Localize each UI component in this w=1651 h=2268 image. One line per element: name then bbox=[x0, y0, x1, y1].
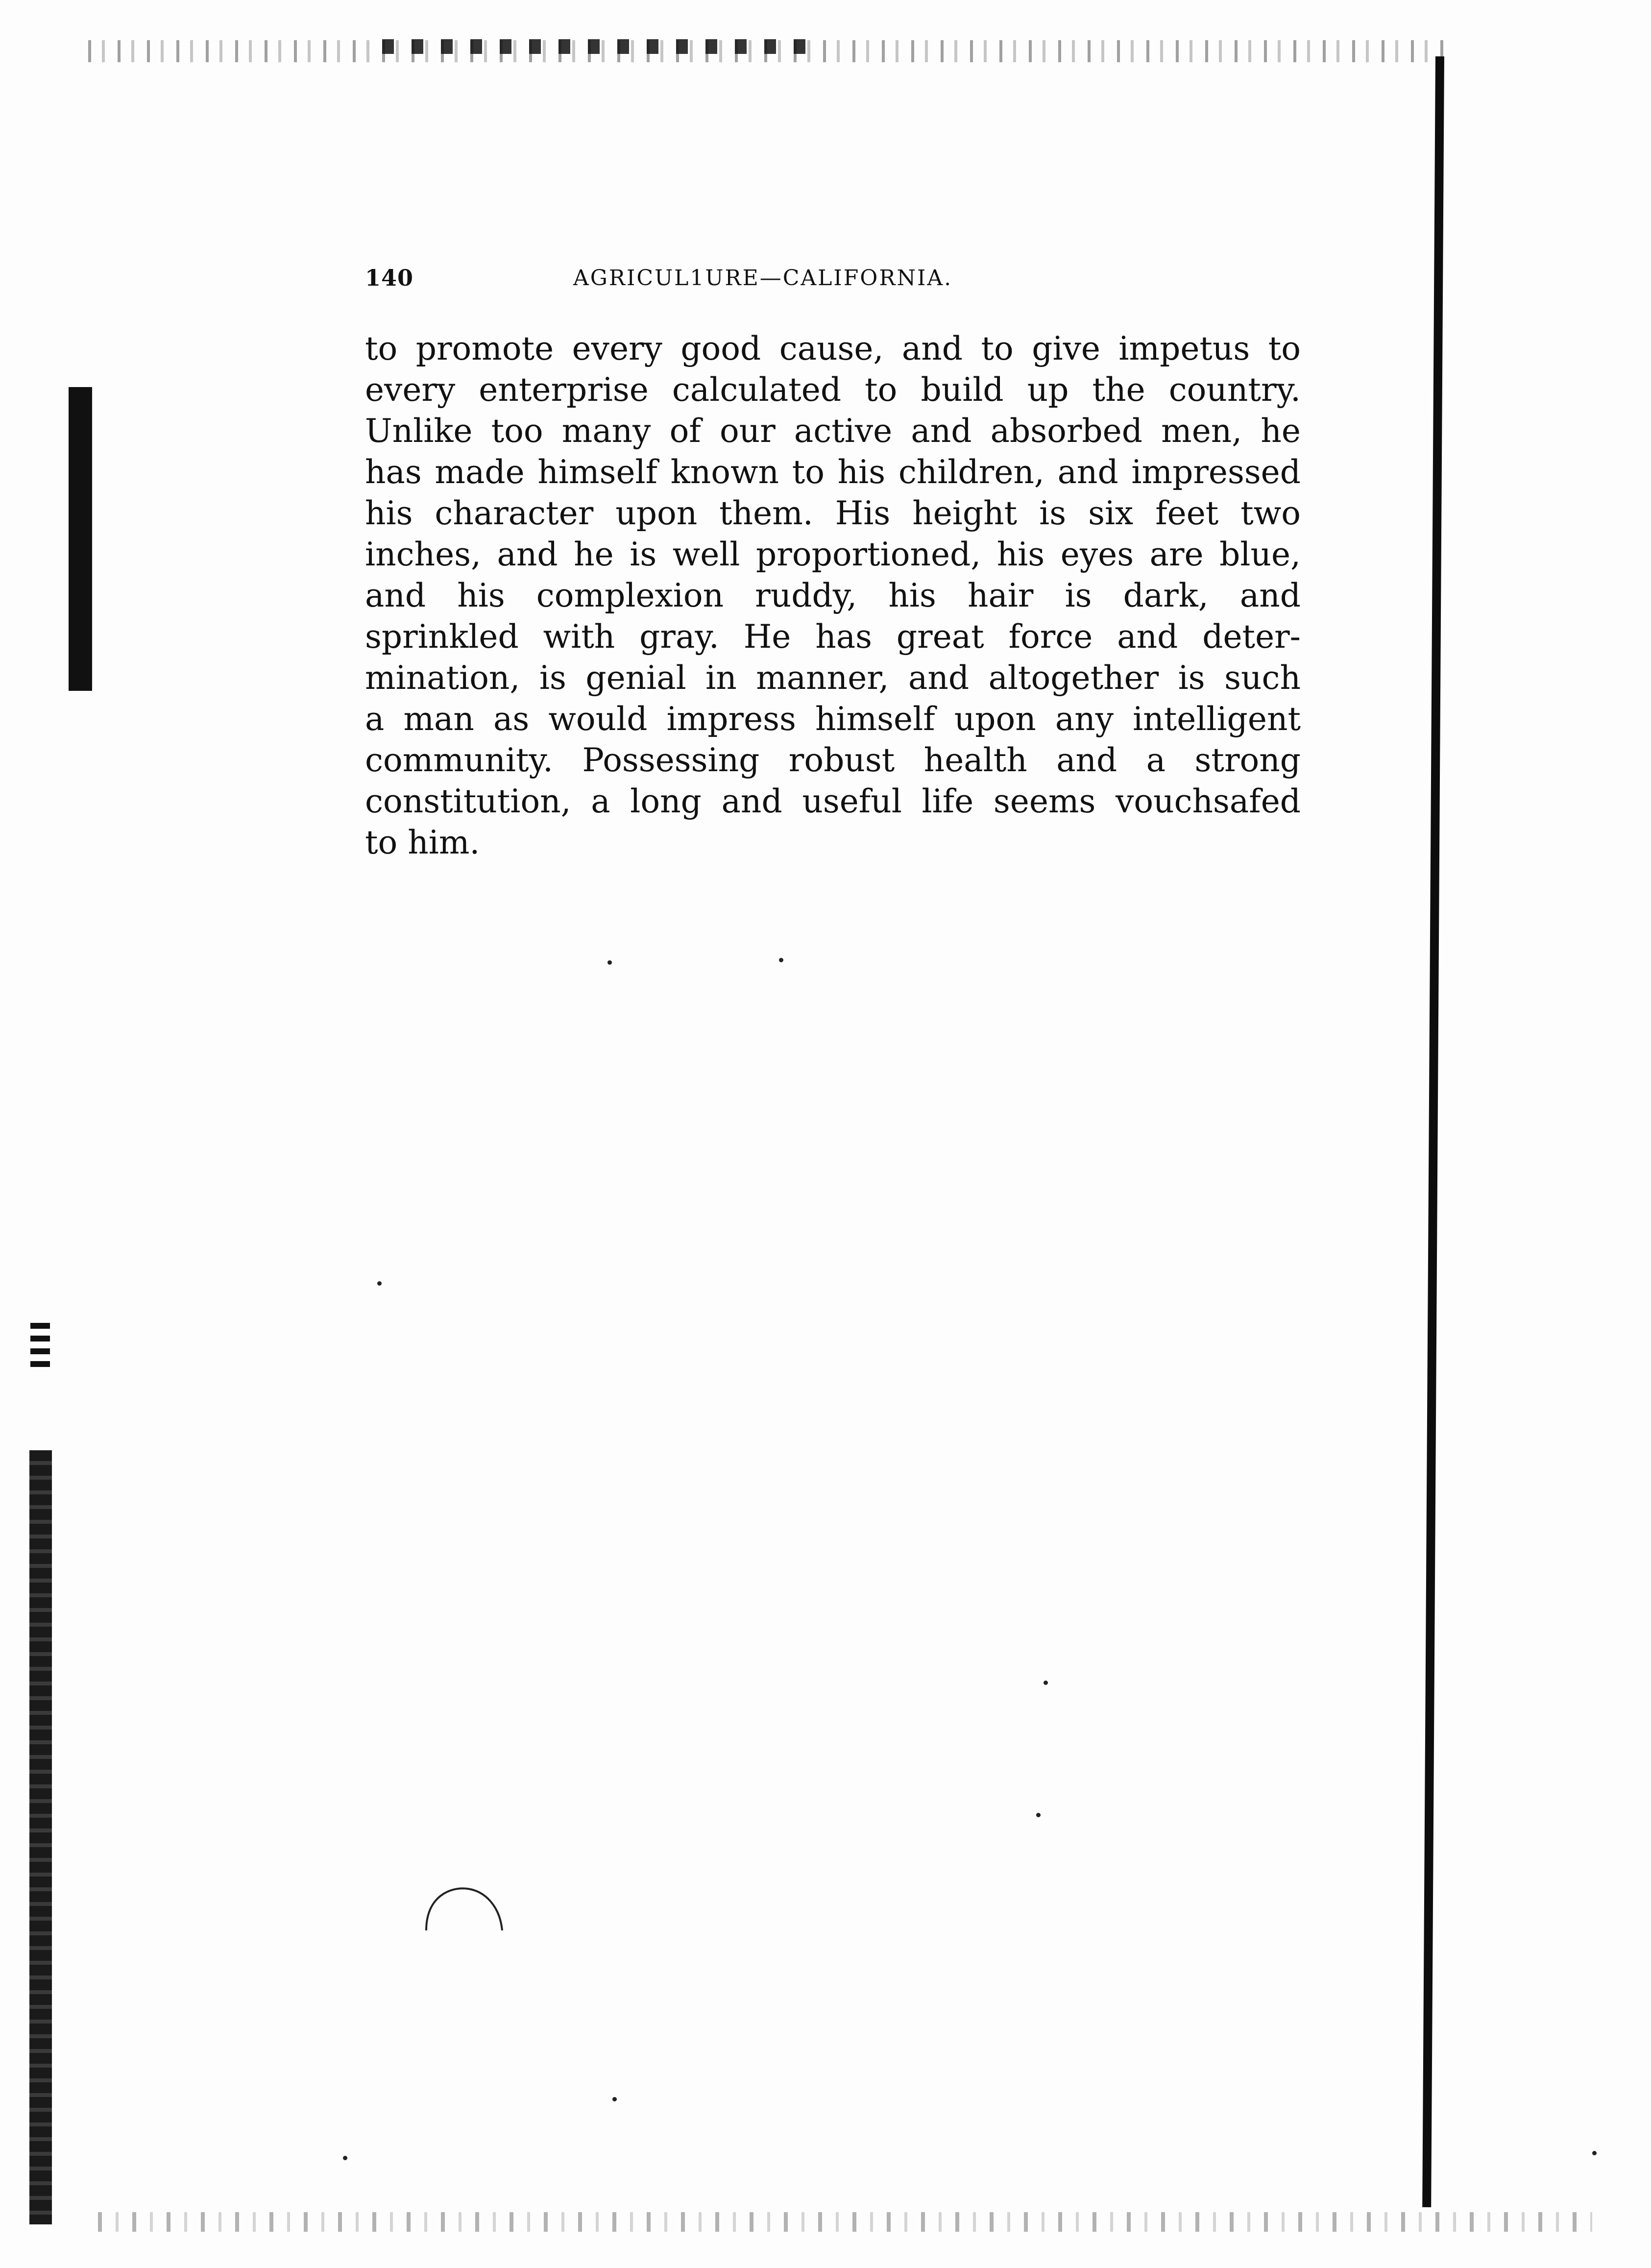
text-line: a man as would impress himself upon any intelligent bbox=[365, 700, 1301, 738]
scan-marks-top bbox=[382, 39, 823, 54]
ink-speck bbox=[1044, 1681, 1048, 1685]
body-paragraph bbox=[365, 328, 1301, 863]
binding-shadow-upper bbox=[69, 387, 92, 691]
text-line: has made himself known to his children, and impressed bbox=[365, 453, 1301, 491]
ink-speck bbox=[779, 958, 783, 962]
ink-speck bbox=[612, 2097, 617, 2101]
text-line: constitution, a long and useful life seems vouchsafed bbox=[365, 782, 1301, 820]
text-line: his character upon them. His height is six feet two bbox=[365, 494, 1301, 532]
text-line: and his complexion ruddy, his hair is dark, and bbox=[365, 577, 1301, 614]
page-edge-shadow bbox=[1422, 56, 1444, 2207]
text-line: sprinkled with gray. He has great force and deter- bbox=[365, 618, 1301, 656]
ink-speck bbox=[607, 960, 612, 965]
text-line: community. Possessing robust health and a strong bbox=[365, 741, 1301, 779]
binding-shadow-lower bbox=[29, 1450, 52, 2224]
ink-speck bbox=[343, 2156, 347, 2160]
page-number: 140 bbox=[365, 265, 414, 291]
pencil-mark bbox=[421, 1881, 510, 1935]
text-line: Unlike too many of our active and absorbed men, he bbox=[365, 412, 1301, 450]
text-line: to promote every good cause, and to give impetus to bbox=[365, 330, 1301, 367]
ink-speck bbox=[377, 1281, 382, 1286]
text-line: to him. bbox=[365, 824, 480, 861]
scan-marks-left bbox=[30, 1323, 60, 1391]
running-head bbox=[365, 265, 1301, 299]
running-title: AGRICUL1URE—CALIFORNIA. bbox=[573, 266, 953, 291]
text-line: every enterprise calculated to build up the country. bbox=[365, 371, 1301, 409]
text-line: inches, and he is well proportioned, his eyes are blue, bbox=[365, 536, 1301, 573]
text-line: mination, is genial in manner, and altogether is such bbox=[365, 659, 1301, 697]
scan-noise-bottom bbox=[98, 2212, 1592, 2232]
ink-speck bbox=[1036, 1813, 1041, 1817]
ink-speck bbox=[1592, 2151, 1597, 2155]
